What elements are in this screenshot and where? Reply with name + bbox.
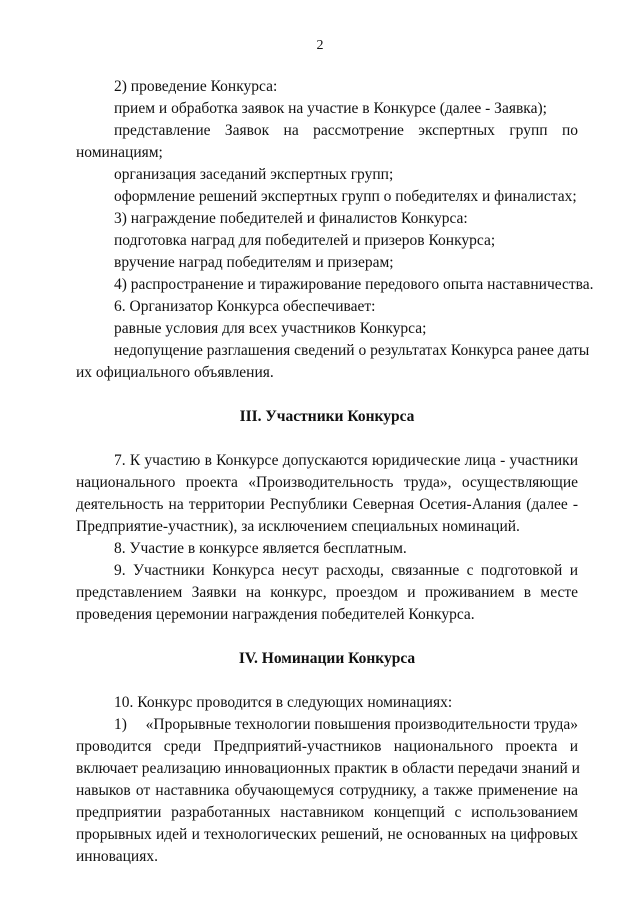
- paragraph-line: включает реализацию инновационных практик в области передачи знаний и: [76, 760, 580, 777]
- paragraph-line: их официального объявления.: [76, 364, 274, 381]
- paragraph-line: инновациях.: [76, 848, 158, 865]
- paragraph-line: проводится среди Предприятий-участников национального проекта и: [76, 738, 578, 755]
- paragraph-line: навыков от наставника обучающемуся сотруднику, а также применение на: [76, 782, 578, 799]
- list-item-title: «Прорывные технологии повышения производительности труда»: [145, 716, 578, 733]
- paragraph-line: 2) проведение Конкурса:: [114, 78, 278, 95]
- paragraph-line: равные условия для всех участников Конкурса;: [114, 320, 427, 337]
- paragraph-line: недопущение разглашения сведений о результатах Конкурса ранее даты: [114, 342, 590, 359]
- paragraph-line: 9. Участники Конкурса несут расходы, связанные с подготовкой и: [114, 562, 578, 579]
- paragraph-line: предприятии разработанных наставником концепций с использованием: [76, 804, 578, 821]
- paragraph-line: прорывных идей и технологических решений, не основанных на цифровых: [76, 826, 578, 843]
- paragraph-line: Предприятие-участник), за исключением специальных номинаций.: [76, 518, 520, 535]
- paragraph-line: 8. Участие в конкурсе является бесплатным.: [114, 540, 407, 557]
- paragraph-line: 7. К участию в Конкурсе допускаются юридические лица - участники: [114, 452, 578, 469]
- paragraph-line: 4) распространение и тиражирование передового опыта наставничества.: [114, 276, 594, 293]
- paragraph-line: вручение наград победителям и призерам;: [114, 254, 394, 271]
- paragraph-line: национального проекта «Производительность труда», осуществляющие: [76, 474, 578, 491]
- page-number: 2: [316, 38, 324, 53]
- paragraph-line: подготовка наград для победителей и призеров Конкурса;: [114, 232, 496, 249]
- list-item-first-line: [76, 714, 578, 736]
- paragraph-line: проведения церемонии награждения победителей Конкурса.: [76, 606, 475, 623]
- paragraph-line: оформление решений экспертных групп о победителях и финалистах;: [114, 188, 577, 205]
- paragraph-line: представление Заявок на рассмотрение экспертных групп по: [114, 122, 578, 139]
- section-heading-nominations: IV. Номинации Конкурса: [238, 650, 416, 667]
- list-item-number: 1): [114, 716, 127, 733]
- paragraph-line: прием и обработка заявок на участие в Конкурсе (далее - Заявка);: [114, 100, 547, 117]
- section-heading-participants: III. Участники Конкурса: [239, 408, 415, 425]
- document-body: [76, 76, 594, 868]
- paragraph-line: деятельность на территории Республики Северная Осетия-Алания (далее -: [76, 496, 578, 513]
- paragraph-line: 10. Конкурс проводится в следующих номинациях:: [114, 694, 453, 711]
- paragraph-line: 3) награждение победителей и финалистов Конкурса:: [114, 210, 468, 227]
- paragraph-line: номинациям;: [76, 144, 163, 161]
- paragraph-line: организация заседаний экспертных групп;: [114, 166, 394, 183]
- paragraph-line: 6. Организатор Конкурса обеспечивает:: [114, 298, 376, 315]
- paragraph-line: представлением Заявки на конкурс, проездом и проживанием в месте: [76, 584, 578, 601]
